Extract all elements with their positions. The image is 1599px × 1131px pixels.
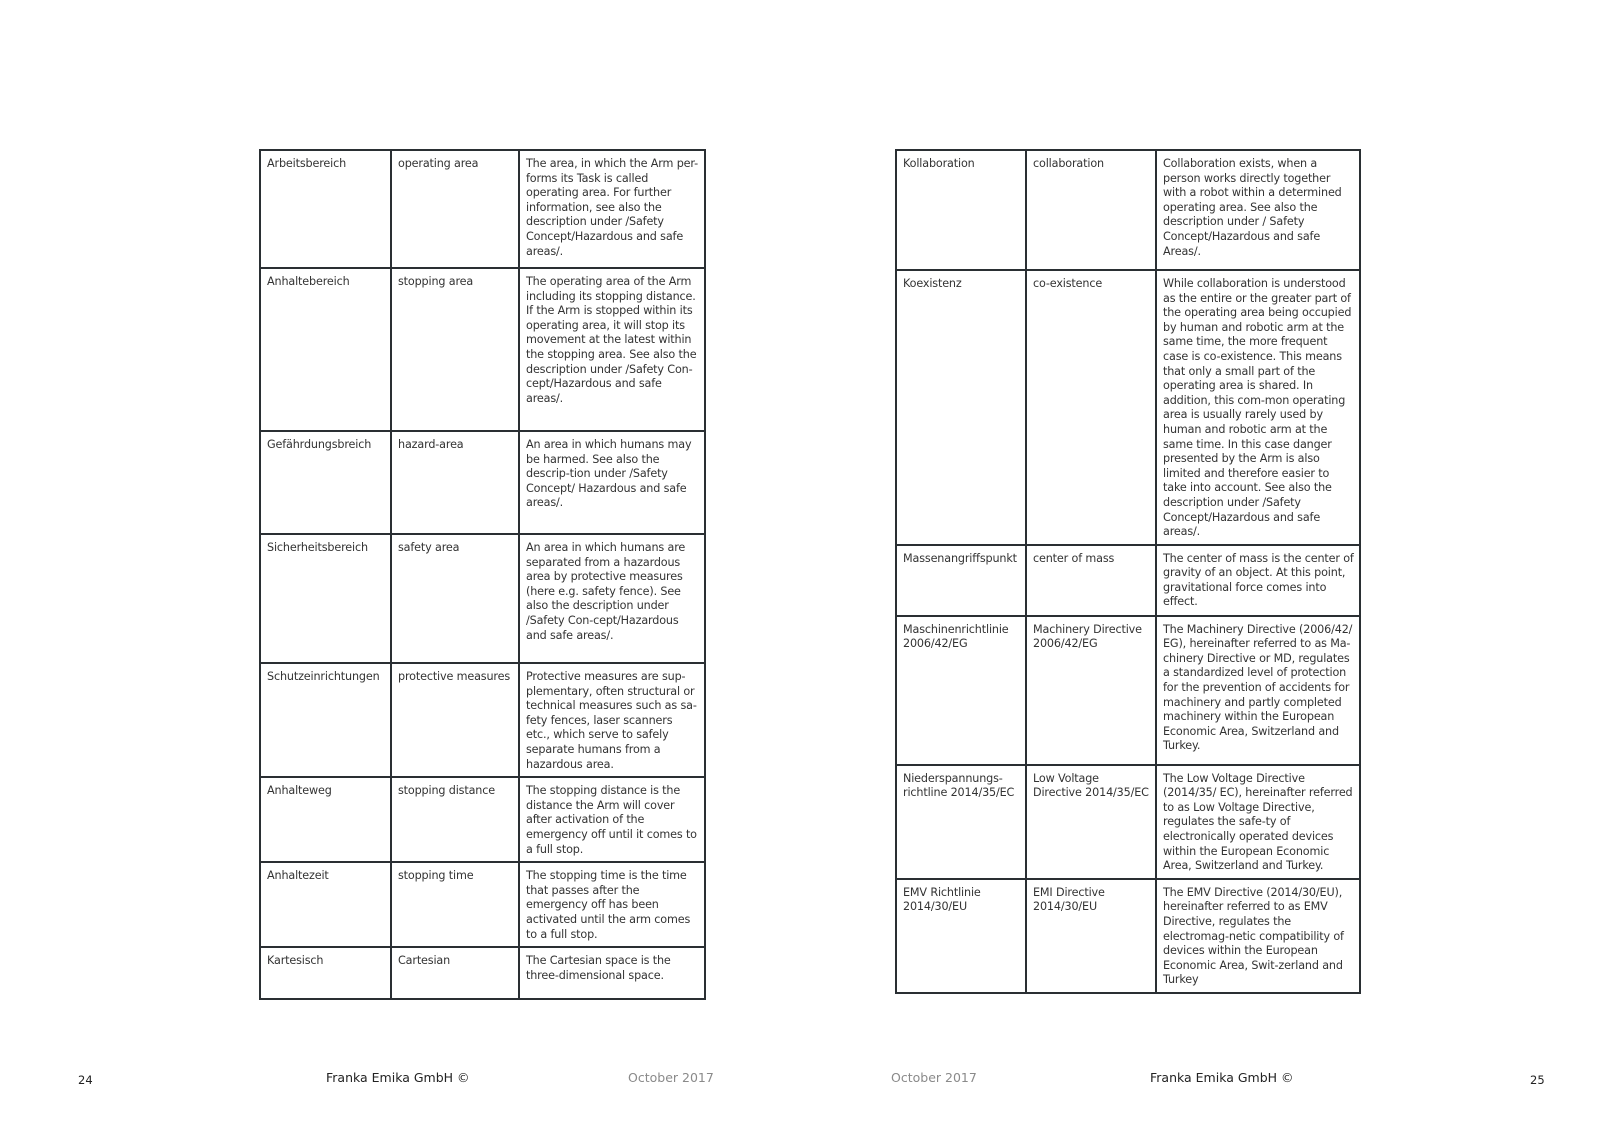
page-number-right: 25	[1530, 1073, 1545, 1087]
german-term: Sicherheitsbereich	[260, 534, 391, 663]
term-description: Collaboration exists, when a person works directly together with a robot within a determined operating area. See also the description under / Safety Concept/Hazardous and safe Areas/.	[1156, 150, 1360, 270]
glossary-rows-right	[896, 150, 1360, 993]
english-term: collaboration	[1026, 150, 1156, 270]
term-description: The stopping distance is the distance the Arm will cover after activation of the emergency off until it comes to a full stop.	[519, 777, 705, 862]
table-row	[260, 268, 705, 431]
term-description: The EMV Directive (2014/30/EU), hereinafter referred to as EMV Directive, regulates the electromag-netic compatibility of devices within the European Economic Area, Swit-zerland and Turkey	[1156, 879, 1360, 993]
german-term: Anhaltebereich	[260, 268, 391, 431]
table-row	[896, 616, 1360, 765]
table-row	[260, 534, 705, 663]
term-description: An area in which humans may be harmed. See also the descrip-tion under /Safety Concept/ Hazardous and safe areas/.	[519, 431, 705, 534]
table-row	[260, 947, 705, 999]
footer-company-right: Franka Emika GmbH ©	[1150, 1070, 1294, 1085]
table-row	[896, 879, 1360, 993]
term-description: The Low Voltage Directive (2014/35/ EC), hereinafter referred to as Low Voltage Directive, regulates the safe-ty of electronically operated devices within the European Economic Area, Switzerland and Turkey.	[1156, 765, 1360, 879]
english-term: stopping distance	[391, 777, 519, 862]
table-row	[260, 862, 705, 947]
german-term: Maschinenrichtlinie 2006/42/EG	[896, 616, 1026, 765]
term-description: An area in which humans are separated from a hazardous area by protective measures (here e.g. safety fence). See also the description under /Safety Con-cept/Hazardous and safe areas/.	[519, 534, 705, 663]
term-description: The center of mass is the center of gravity of an object. At this point, gravitational force comes into effect.	[1156, 545, 1360, 616]
footer-date-right: October 2017	[891, 1070, 977, 1085]
german-term: Anhalteweg	[260, 777, 391, 862]
glossary-rows-left	[260, 150, 705, 999]
footer-company-left: Franka Emika GmbH ©	[326, 1070, 470, 1085]
footer-date-left: October 2017	[628, 1070, 714, 1085]
table-row	[260, 663, 705, 777]
table-row	[896, 545, 1360, 616]
term-description: The operating area of the Arm including its stopping distance. If the Arm is stopped within its operating area, it will stop its movement at the latest within the stopping area. See also the description under /Safety Con-cept/Hazardous and safe areas/.	[519, 268, 705, 431]
term-description: The Machinery Directive (2006/42/ EG), hereinafter referred to as Ma-chinery Directive or MD, regulates a standardized level of protection for the prevention of accidents for machinery and partly completed machinery within the European Economic Area, Switzerland and Turkey.	[1156, 616, 1360, 765]
german-term: Kartesisch	[260, 947, 391, 999]
term-description: The stopping time is the time that passes after the emergency off has been activated until the arm comes to a full stop.	[519, 862, 705, 947]
english-term: co-existence	[1026, 270, 1156, 545]
table-row	[260, 431, 705, 534]
english-term: Low Voltage Directive 2014/35/EC	[1026, 765, 1156, 879]
german-term: Schutzeinrichtungen	[260, 663, 391, 777]
german-term: Niederspannungs-richtline 2014/35/EC	[896, 765, 1026, 879]
english-term: protective measures	[391, 663, 519, 777]
english-term: EMI Directive 2014/30/EU	[1026, 879, 1156, 993]
english-term: hazard-area	[391, 431, 519, 534]
table-row	[896, 270, 1360, 545]
english-term: operating area	[391, 150, 519, 268]
english-term: safety area	[391, 534, 519, 663]
table-row	[260, 150, 705, 268]
term-description: The Cartesian space is the three-dimensional space.	[519, 947, 705, 999]
german-term: Gefährdungsbreich	[260, 431, 391, 534]
table-row	[896, 150, 1360, 270]
glossary-table-right	[895, 149, 1361, 994]
english-term: Cartesian	[391, 947, 519, 999]
german-term: Arbeitsbereich	[260, 150, 391, 268]
english-term: stopping area	[391, 268, 519, 431]
german-term: Koexistenz	[896, 270, 1026, 545]
term-description: The area, in which the Arm per-forms its Task is called operating area. For further information, see also the description under /Safety Concept/Hazardous and safe areas/.	[519, 150, 705, 268]
english-term: stopping time	[391, 862, 519, 947]
german-term: Kollaboration	[896, 150, 1026, 270]
german-term: Anhaltezeit	[260, 862, 391, 947]
german-term: EMV Richtlinie 2014/30/EU	[896, 879, 1026, 993]
term-description: Protective measures are sup-plementary, often structural or technical measures such as sa-fety fences, laser scanners etc., which serve to safely separate humans from a hazardous area.	[519, 663, 705, 777]
german-term: Massenangriffspunkt	[896, 545, 1026, 616]
term-description: While collaboration is understood as the entire or the greater part of the operating area being occupied by human and robotic arm at the same time, the more frequent case is co-existence. This means that only a small part of the operating area is shared. In addition, this com-mon operating area is usually rarely used by human and robotic arm at the same time. In this case danger presented by the Arm is also limited and therefore easier to take into account. See also the description under /Safety Concept/Hazardous and safe areas/.	[1156, 270, 1360, 545]
table-row	[260, 777, 705, 862]
english-term: Machinery Directive 2006/42/EG	[1026, 616, 1156, 765]
english-term: center of mass	[1026, 545, 1156, 616]
table-row	[896, 765, 1360, 879]
page-number-left: 24	[78, 1073, 93, 1087]
glossary-table-left	[259, 149, 706, 1000]
